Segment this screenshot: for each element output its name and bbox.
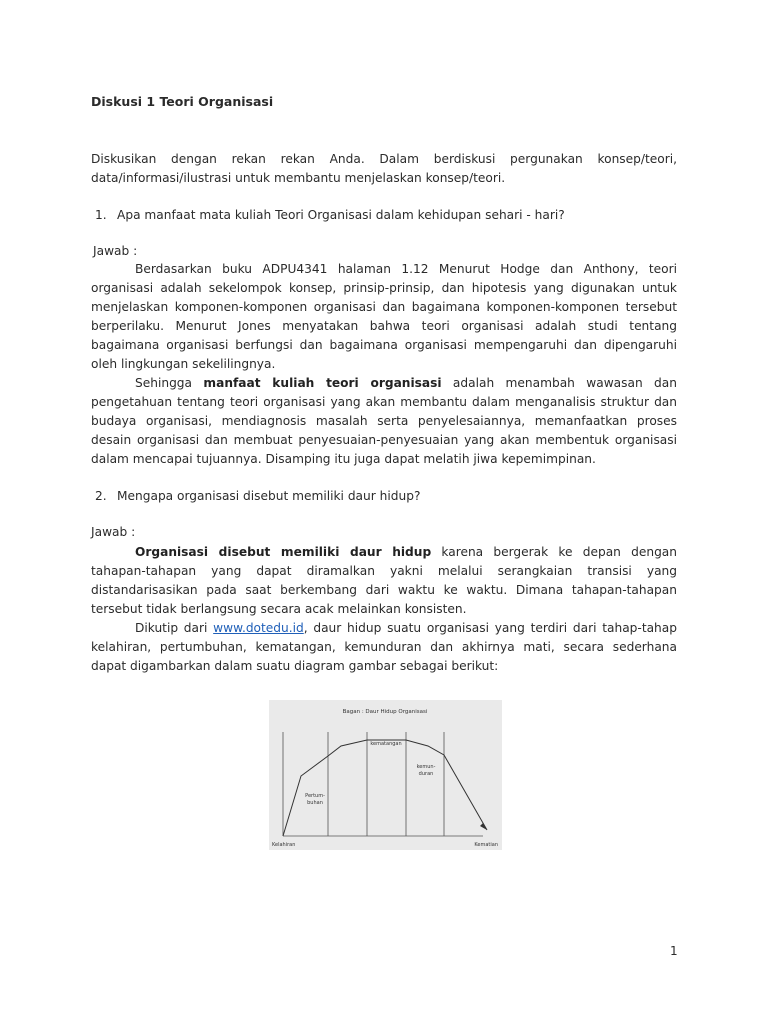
answer-2-paragraph-2 [91,619,677,676]
question-2-text: Mengapa organisasi disebut memiliki daur hidup? [117,489,421,503]
question-2 [91,487,677,506]
label-kelahiran: Kelahiran [272,842,296,848]
answer-2-p2-rest: , daur hidup suatu organisasi yang terdiri dari tahap-tahap kelahiran, pertumbuhan, kematangan, kemunduran dan akhirnya mati, secara sederhana dapat digambarkan dalam suatu diagram gambar sebagai berikut: [91,621,677,673]
diagram-title: Bagan : Daur Hidup Organisasi [342,709,428,715]
answer-1-paragraph-1: Berdasarkan buku ADPU4341 halaman 1.12 Menurut Hodge dan Anthony, teori organisasi adalah sekelompok konsep, prinsip-prinsip, dan hipotesis yang digunakan untuk menjelaskan komponen-komponen organisasi dan bagaimana komponen-komponen tersebut berperilaku. Menurut Jones menyatakan bahwa teori organisasi adalah studi tentang bagaimana organisasi berfungsi dan bagaimana organisasi mempengaruhi dan dipengaruhi oleh lingkungan sekelilingnya. [91,262,677,371]
answer-2-p2-start: Dikutip dari [135,621,214,635]
label-pertumbuhan-2: buhan [307,800,323,806]
intro-paragraph: Diskusikan dengan rekan rekan Anda. Dalam berdiskusi pergunakan konsep/teori, data/informasi/ilustrasi untuk membantu menjelaskan konsep/teori. [91,152,677,185]
answer-1-paragraph-2 [91,374,677,469]
label-kemunduran-2: duran [418,771,434,777]
label-kematangan: kematangan [370,741,402,747]
life-cycle-diagram [269,700,502,850]
label-pertumbuhan-1: Pertum- [305,793,325,799]
dotedu-link[interactable]: www.dotedu.id [213,621,304,635]
label-kematian: Kematian [474,842,498,848]
answer-1-label: Jawab : [93,244,138,258]
label-kemunduran-1: kemun- [416,764,436,770]
answer-2-paragraph-1 [91,543,677,619]
answer-1-p2-start: Sehingga [135,376,204,390]
question-1 [91,206,677,225]
page-number: 1 [670,944,678,958]
answer-2-label: Jawab : [91,525,136,539]
question-1-text: Apa manfaat mata kuliah Teori Organisasi dalam kehidupan sehari - hari? [117,208,565,222]
answer-2-p1-bold: Organisasi disebut memiliki daur hidup [135,545,432,559]
question-2-number: 2. [95,489,107,503]
life-cycle-svg [269,700,502,850]
document-title: Diskusi 1 Teori Organisasi [91,94,274,109]
answer-1-p2-bold: manfaat kuliah teori organisasi [203,376,442,390]
question-1-number: 1. [95,208,107,222]
diagram-background [269,700,502,850]
answer-2-p1-rest: karena bergerak ke depan dengan tahapan-tahapan yang dapat diramalkan yakni melalui serangkaian transisi yang distandarisasikan pada saat berkembang dari waktu ke waktu. Dimana tahapan-tahapan tersebut tidak berlangsung secara acak melainkan konsisten. [91,545,677,616]
answer-1-p2-rest: adalah menambah wawasan dan pengetahuan tentang teori organisasi yang akan membantu dalam menganalisis struktur dan budaya organisasi, mendiagnosis masalah serta penyelesaiannya, memanfaatkan proses desain organisasi dan membuat penyesuaian-penyesuaian yang akan membentuk organisasi dalam mencapai tujuannya. Disamping itu juga dapat melatih jiwa kepemimpinan. [91,376,677,466]
